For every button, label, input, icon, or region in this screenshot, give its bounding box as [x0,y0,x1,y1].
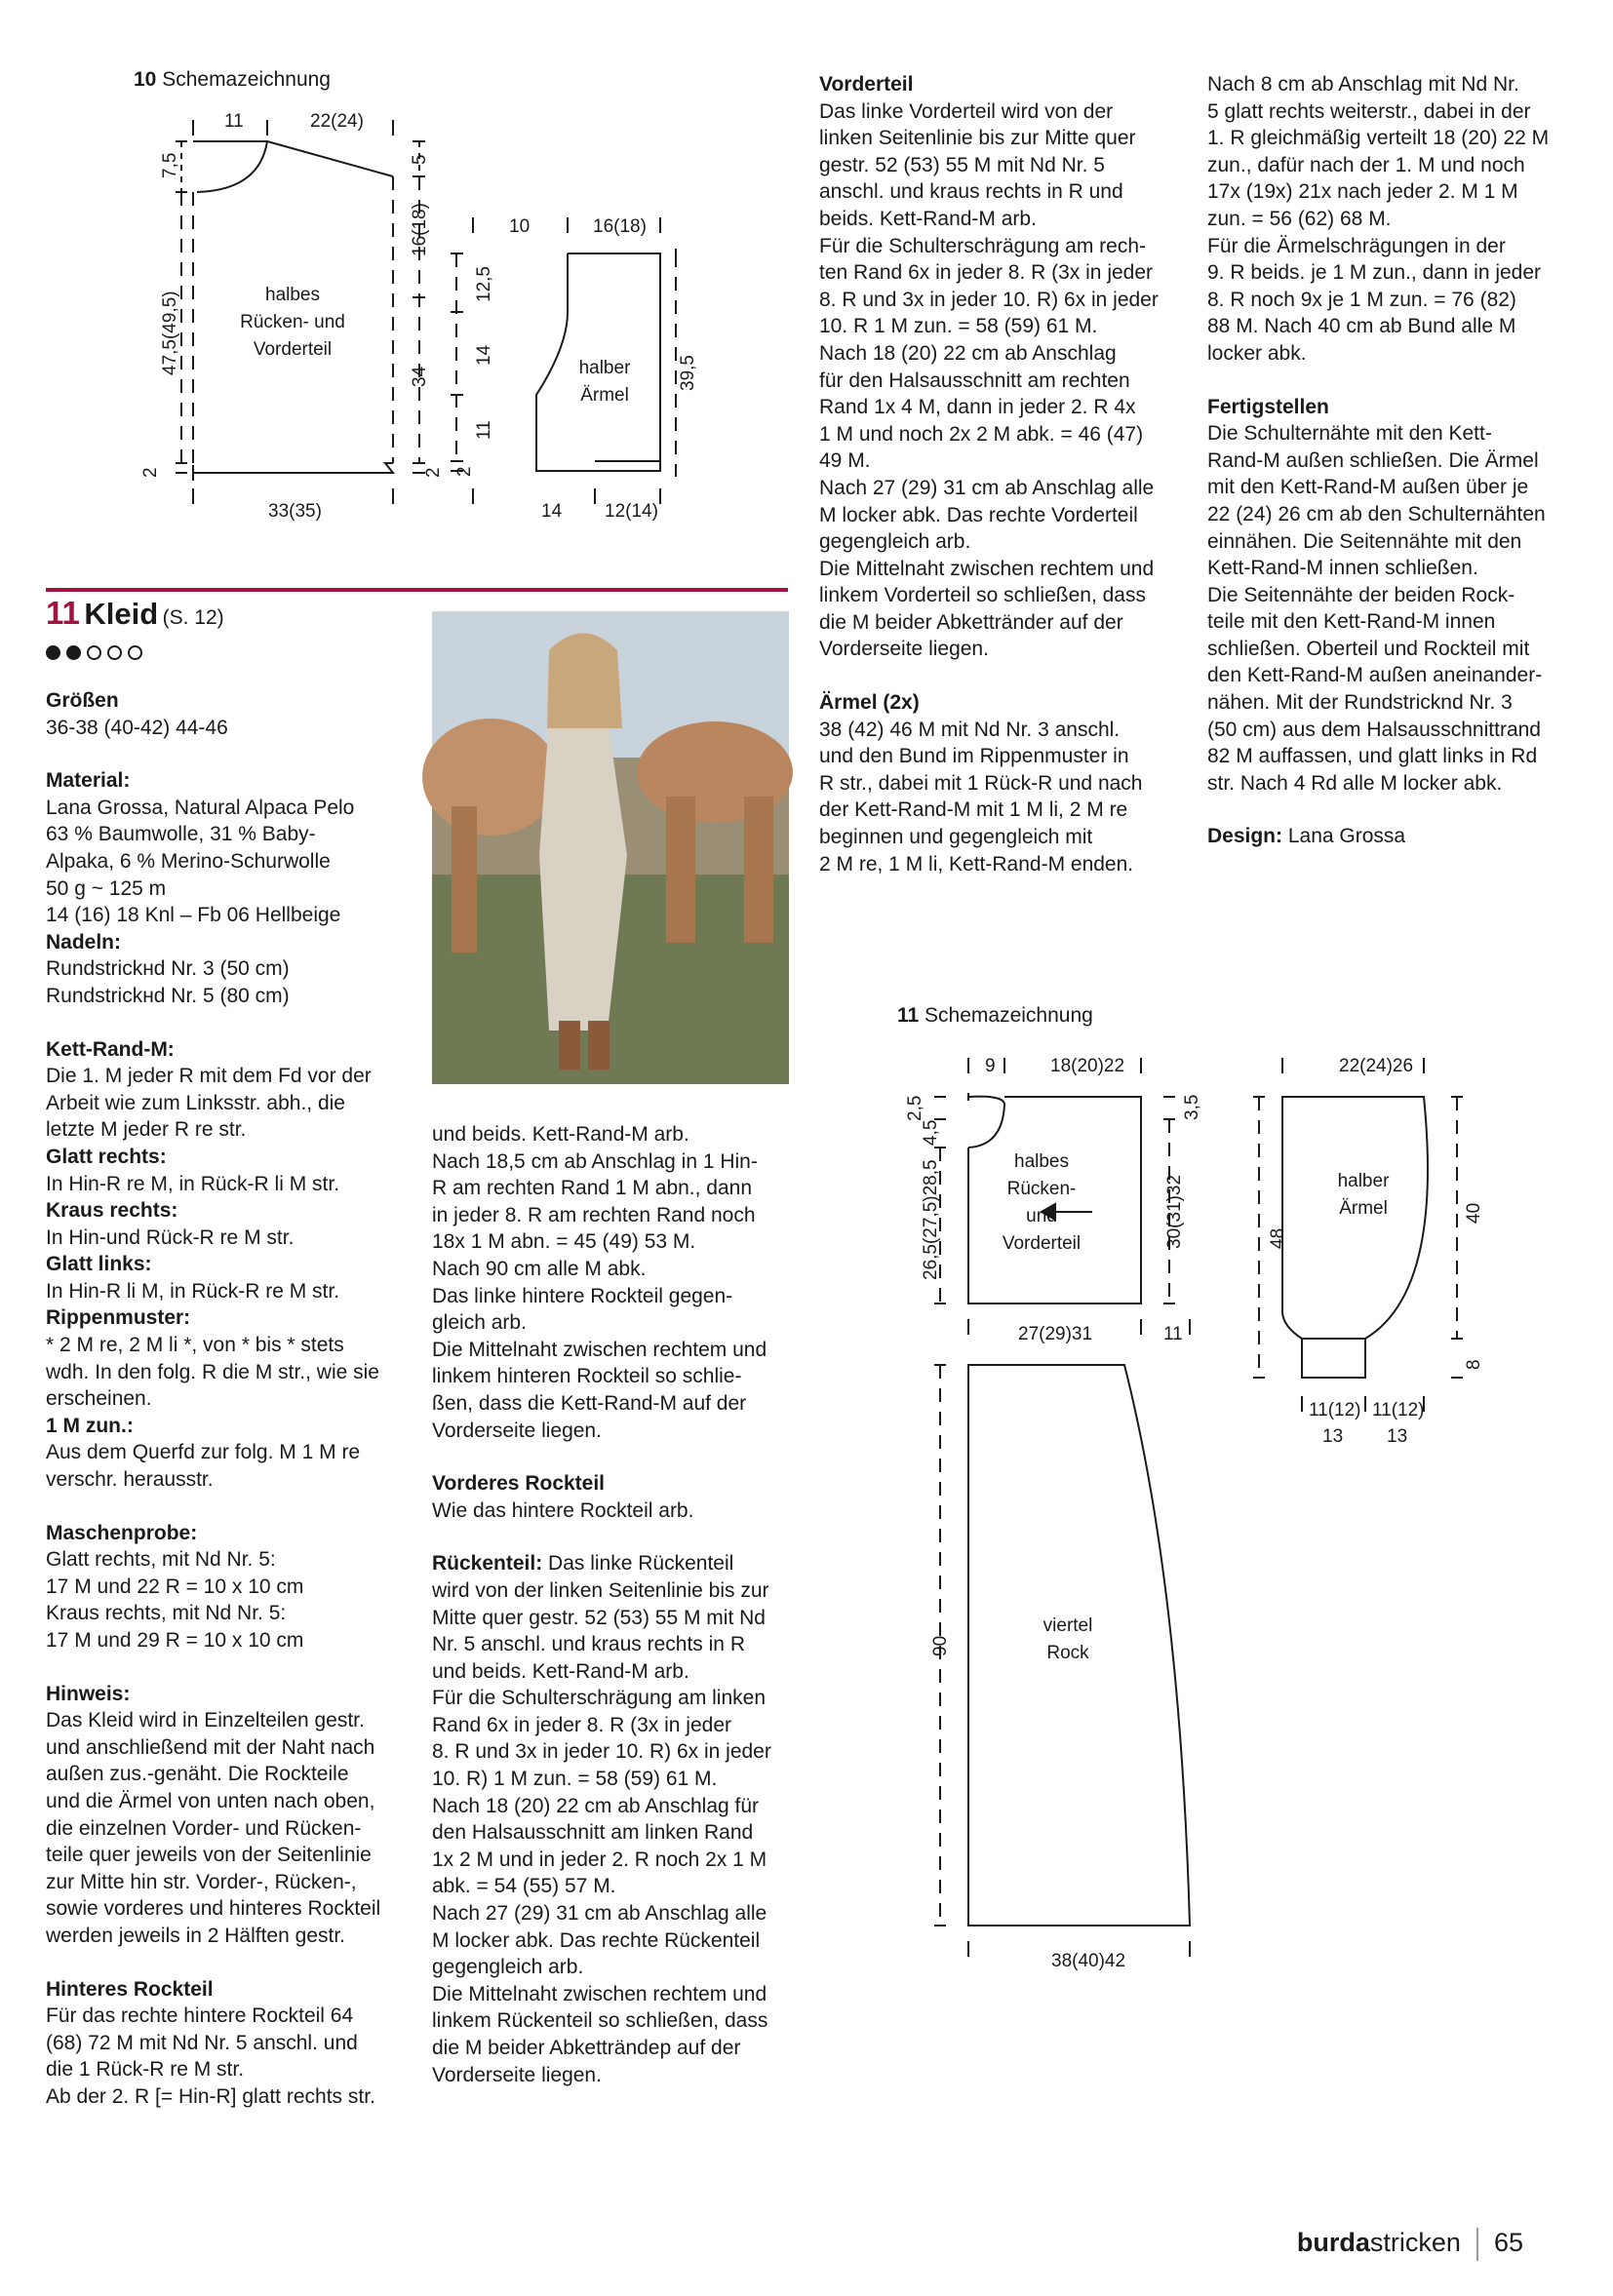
right-column-a [819,71,1190,877]
d11-body-left-top2: 4,5 [921,1119,941,1146]
diagram-11-caption [897,1004,1093,1028]
rueckenteil-first: Das linke Rückenteil [542,1552,734,1576]
rueckenteil-intro [432,1550,803,1577]
d11-body-right-mid: 30(31)32 [1164,1174,1185,1249]
aermel-continuation: Nach 8 cm ab Anschlag mit Nd Nr. 5 glatt rechts weiterstr., dabei in der 1. R gleichmäßig verteilt 18 (20) 22 M zun., dafür nach der 1. M und noch 17x (19x) 21x nach jeder 2. M 1 M zun. = 56 (62) 68 M. Für die Ärmelschrägungen in der 9. R beids. je 1 M zun., dann in jeder 8. R noch 9x je 1 M zun. = 76 (82) 88 M. Nach 40 cm ab Bund alle M locker abk. [1207,73,1550,365]
zun-heading: 1 M zun.: [46,1414,134,1437]
hinweis-heading: Hinweis: [46,1682,131,1705]
d11-body-left-mid: 26,5(27,5)28,5 [921,1159,941,1280]
d11-skirt-label-2: Rock [1046,1643,1089,1663]
d11-skirt-bottom: 38(40)42 [1051,1951,1126,1971]
d10-sleeve-bottom-left: 14 [541,501,563,522]
d11-body-label-2: Rücken- [1006,1179,1077,1199]
difficulty-dot-filled [46,645,60,660]
d11-sleeve-right-bottom: 8 [1464,1359,1484,1370]
vorderes-rockteil-text: Wie das hintere Rockteil arb. [432,1498,694,1522]
d10-body-label-2: Rücken- und [240,312,345,332]
vorderteil-text: Das linke Vorderteil wird von der linken Seitenlinie bis zur Mitte quer gestr. 52 (53) 55 M mit Nd Nr. 5 anschl. und kraus rechts in R und beids. Kett-Rand-M arb. Für die Schulterschrägung am rech- ten Rand 6x in jeder 8. R (3x in jeder 8. R und 3x in jeder 10. R) 6x in jeder 10. R 1 M zun. = 58 (59) 61 M. Nach 18 (20) 22 cm ab Anschlag für den Halsausschnitt am rechten Rand 1x 4 M, dann in jeder 2. R 4x 1 M und noch 2x 2 M abk. = 46 (47) 49 M. Nach 27 (29) 31 cm ab Anschlag alle M locker abk. Das rechte Vorderteil gegengleich arb. Die Mittelnaht zwischen rechtem und linkem Vorderteil so schließen, dass die M beider Abkettränder auf der Vorderseite liegen. [819,99,1159,661]
left-column [46,687,416,2111]
d11-skirt-left: 90 [930,1635,951,1656]
project-title [46,595,224,638]
diagram-10-title: Schemazeichnung [162,68,331,91]
glatt-text: In Hin-R re M, in Rück-R li M str. [46,1172,340,1195]
model-photo [432,611,789,1084]
d11-sleeve-label-2: Ärmel [1339,1198,1388,1219]
d10-sleeve-bottom-right: 12(14) [605,501,658,522]
rueckenteil-text: wird von der linken Seitenlinie bis zur Mitte quer gestr. 52 (53) 55 M mit Nd Nr. 5 anschl. und kraus rechts in R und beids. Kett-Rand-M arb. Für die Schulterschrägung am linken Rand 6x in jeder 8. R (3x in jeder 8. R und 3x in jeder 10. R) 6x in jeder 10. R) 1 M zun. = 58 (59) 61 M. Nach 18 (20) 22 cm ab Anschlag für den Halsausschnitt am linken Rand 1x 2 M und in jeder 2. R noch 2x 1 M abk. = 54 (55) 57 M. Nach 27 (29) 31 cm ab Anschlag alle M locker abk. Das rechte Rückenteil gegengleich arb. Die Mittelnaht zwischen rechtem und linkem Rückenteil so schließen, dass die M beider Abketträndер auf der Vorderseite liegen. [432,1578,771,2086]
skirt-continuation: und beids. Kett-Rand-M arb. Nach 18,5 cm ab Anschlag in 1 Hin- R am rechten Rand 1 M abn., dann in jeder 8. R am rechten Rand noch 18x 1 M abn. = 45 (49) 53 M. Nach 90 cm alle M abk. Das linke hintere Rockteil gegen- gleich arb. Die Mittelnaht zwischen rechtem und linkem hinteren Rockteil so schlie- ßen, dass die Kett-Rand-M auf der Vorderseite liegen. [432,1123,767,1442]
accent-rule [46,588,788,592]
hinteres-rockteil-heading: Hinteres Rockteil [46,1977,214,2001]
diagram-11 [897,1038,1580,2004]
kraus-text: In Hin-und Rück-R re M str. [46,1226,295,1249]
d10-body-left-bottom: 2 [140,467,161,478]
needles-text: Rundstrickнd Nr. 3 (50 cm) Rundstrickнd Nr. 5 (80 cm) [46,957,290,1007]
d11-body-label-1: halbes [1014,1151,1069,1172]
needles-heading: Nadeln: [46,930,122,953]
d10-body-top-right: 22(24) [310,111,364,132]
d11-sleeve-top: 22(24)26 [1339,1056,1414,1076]
glatt-heading: Glatt rechts: [46,1145,167,1168]
middle-column [432,1121,803,2088]
kraus-heading: Kraus rechts: [46,1199,178,1223]
aermel-heading: Ärmel (2x) [819,691,920,715]
d10-body-right-mid2: 34 [410,366,430,387]
d10-body-right-mid1: 16(18) [410,203,430,256]
d11-body-bottom-right: 11 [1163,1324,1183,1344]
kett-text: Die 1. M jeder R mit dem Fd vor der Arbeit wie zum Linksstr. abh., die letzte M jeder R re str. [46,1065,372,1142]
diagram-11-title: Schemazeichnung [925,1004,1093,1027]
d11-sleeve-bottom-r2: 13 [1387,1426,1408,1447]
vorderteil-heading: Vorderteil [819,73,914,96]
d11-sleeve-left: 48 [1268,1227,1288,1249]
rueckenteil-heading: Rückenteil: [432,1552,543,1576]
page-number: 65 [1493,2228,1523,2258]
difficulty-dot-empty [128,645,142,660]
d11-sleeve-label-1: halber [1337,1171,1390,1191]
fertigstellen-heading: Fertigstellen [1207,395,1329,418]
difficulty-dot-empty [87,645,101,660]
sizes-heading: Größen [46,689,119,712]
glatt-links-heading: Glatt links: [46,1253,152,1276]
material-text: Lana Grossa, Natural Alpaca Pelo 63 % Baumwolle, 31 % Baby- Alpaka, 6 % Merino-Schurwolle 50 g ~ 125 m 14 (16) 18 Knl – Fb 06 Hellbeige [46,796,355,927]
d10-sleeve-top-right: 16(18) [593,216,647,237]
hinweis-text: Das Kleid wird in Einzelteilen gestr. und anschließend mit der Naht nach außen zus.-genäht. Die Rockteile und die Ärmel von unten nach oben, die einzelnen Vorder- und Rücken- teile quer jeweils von der Seitenlinie zur Mitte hin str. Vorder-, Rücken-, sowie vorderes und hinteres Rockteil werden jeweils in 2 Hälften gestr. [46,1709,381,1947]
d11-sleeve-bottom-r1: 11(12) [1372,1400,1425,1420]
d10-body-right-bottom: 2 [423,467,444,478]
sizes-text: 36-38 (40-42) 44-46 [46,716,228,739]
design-heading: Design: [1207,825,1283,848]
d11-body-right-top: 3,5 [1182,1094,1202,1120]
diagram-10-number: 10 [134,68,157,91]
footer-brand-light: stricken [1369,2228,1461,2258]
rippen-heading: Rippenmuster: [46,1306,191,1330]
zun-text: Aus dem Querfd zur folg. M 1 M re verschr. herausstr. [46,1441,361,1492]
d10-sleeve-label-2: Ärmel [580,385,629,406]
d10-body-top-left: 11 [224,111,244,132]
d10-sleeve-left-2: 14 [474,344,494,366]
diagram-10 [137,102,698,541]
d11-body-label-3: und [1026,1206,1057,1226]
d10-sleeve-right: 39,5 [678,355,698,391]
project-page-ref: (S. 12) [162,606,224,629]
material-heading: Material: [46,769,131,793]
design-value: Lana Grossa [1282,825,1406,848]
fertigstellen-text: Die Schulternähte mit den Kett- Rand-M außen schließen. Die Ärmel mit den Kett-Rand-M außen über je 22 (24) 26 cm ab den Schulternähten einnähen. Die Seitennähte mit den Kett-Rand-M innen schließen. Die Seitennähte der beiden Rock- teile mit den Kett-Rand-M innen schließen. Oberteil und Rockteil mit den Kett-Rand-M außen aneinander- nähen. Mit der Rundstricknd Nr. 3 (50 cm) aus dem Halsausschnittrand 82 M auffassen, und glatt links in Rd str. Nach 4 Rd alle M locker abk. [1207,422,1546,795]
probe-heading: Maschenprobe: [46,1521,198,1544]
project-name: Kleid [84,597,159,631]
d11-body-bottom: 27(29)31 [1018,1324,1093,1344]
d10-body-label-1: halbes [265,285,320,305]
d11-body-label-4: Vorderteil [1002,1233,1082,1254]
d11-sleeve-right: 40 [1464,1202,1484,1224]
diagram-10-caption [134,68,331,92]
rippen-text: * 2 M re, 2 M li *, von * bis * stets wdh. In den folg. R die M str., wie sie erscheinen. [46,1334,379,1411]
footer-divider [1476,2228,1478,2261]
d10-sleeve-left-1: 12,5 [474,266,494,302]
probe-text: Glatt rechts, mit Nd Nr. 5: 17 M und 22 R = 10 x 10 cm Kraus rechts, mit Nd Nr. 5: 17 M und 29 R = 10 x 10 cm [46,1548,304,1652]
d11-body-top-left: 9 [985,1056,996,1076]
diagram-11-number: 11 [897,1004,920,1027]
hinteres-rockteil-text: Für das rechte hintere Rockteil 64 (68) 72 M mit Nd Nr. 5 anschl. und die 1 Rück-R re M str. Ab der 2. R [= Hin-R] glatt rechts str. [46,2004,375,2108]
d10-body-bottom: 33(35) [268,501,322,522]
difficulty-dot-filled [66,645,81,660]
d11-body-top-right: 18(20)22 [1050,1056,1125,1076]
page-footer [1297,2228,1523,2261]
d10-sleeve-left-3: 11 [474,420,494,440]
design-line [1207,823,1578,850]
difficulty-rating [46,645,148,665]
d11-skirt-label-1: viertel [1043,1615,1093,1636]
d10-sleeve-top-left: 10 [509,216,531,237]
vorderes-rockteil-heading: Vorderes Rockteil [432,1472,606,1496]
right-column-b [1207,71,1578,850]
d10-body-label-3: Vorderteil [253,339,333,360]
d10-sleeve-label-1: halber [578,358,631,378]
project-number: 11 [46,595,80,631]
d11-body-left-top: 2,5 [905,1095,925,1121]
aermel-text: 38 (42) 46 M mit Nd Nr. 3 anschl. und den Bund im Rippenmuster in R str., dabei mit 1 Rück-R und nach der Kett-Rand-M mit 1 M li, 2 M re beginnen und gegengleich mit 2 M re, 1 M li, Kett-Rand-M enden. [819,718,1143,876]
d10-body-left-mid: 47,5(49,5) [160,291,180,375]
difficulty-dot-empty [107,645,122,660]
d11-sleeve-bottom-l2: 13 [1322,1426,1344,1447]
d10-body-right-top: 5 [410,154,430,165]
glatt-links-text: In Hin-R li M, in Rück-R re M str. [46,1279,340,1303]
d11-sleeve-bottom-l1: 11(12) [1309,1400,1361,1420]
kett-heading: Kett-Rand-M: [46,1037,175,1061]
d10-sleeve-left-4: 2 [454,466,475,477]
d10-body-left-top: 7,5 [160,152,180,178]
footer-brand-bold: burda [1296,2228,1370,2258]
